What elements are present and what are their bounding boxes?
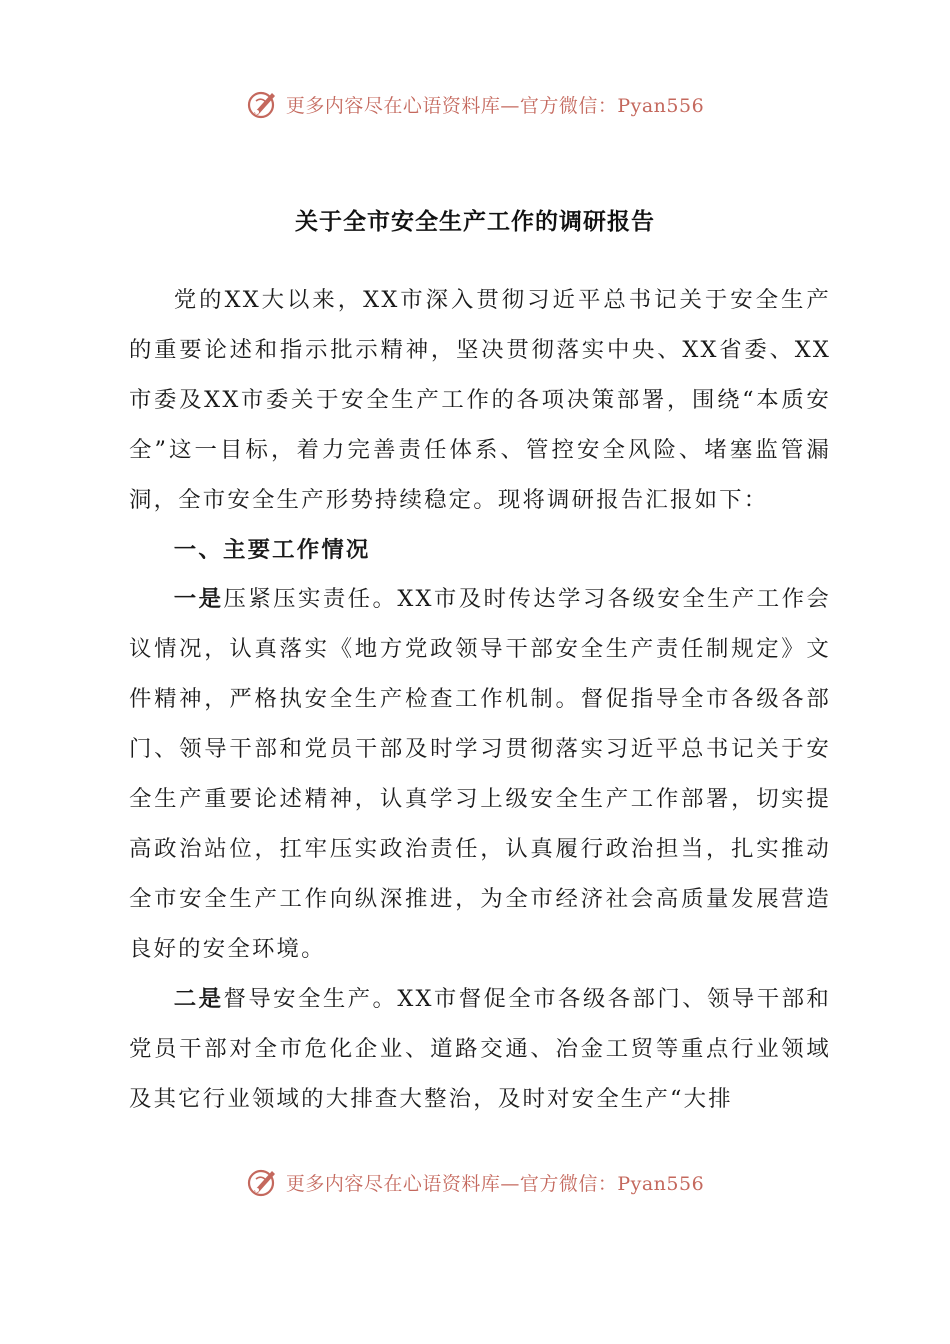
intro-paragraph: 党的XX大以来，XX市深入贯彻习近平总书记关于安全生产的重要论述和指示批示精神，坚决贯彻落实中央、XX省委、XX市委及XX市委关于安全生产工作的各项决策部署，围绕“本质安全”这一目标，着力完善责任体系、管控安全风险、堵塞监管漏洞，全市安全生产形势持续稳定。现将调研报告汇报如下： (129, 287, 831, 513)
watermark-text: 更多内容尽在心语资料库—官方微信：Pyan556 (285, 1172, 705, 1195)
quill-pen-logo-icon (246, 87, 280, 121)
item-lead-1: 一是 (173, 586, 224, 613)
watermark-header (0, 84, 950, 124)
watermark-text: 更多内容尽在心语资料库—官方微信：Pyan556 (285, 94, 705, 117)
document-title: 关于全市安全生产工作的调研报告 (295, 209, 655, 235)
item-text-1: 压紧压实责任。XX市及时传达学习各级安全生产工作会议情况，认真落实《地方党政领导干部安全生产责任制规定》文件精神，严格执安全生产检查工作机制。督促指导全市各级各部门、领导干部和党员干部及时学习贯彻落实习近平总书记关于安全生产重要论述精神，认真学习上级安全生产工作部署，切实提高政治站位，扛牢压实政治责任，认真履行政治担当，扎实推动全市安全生产工作向纵深推进，为全市经济社会高质量发展营造良好的安全环境。 (129, 586, 831, 962)
section-heading: 一、主要工作情况 (173, 536, 371, 563)
quill-pen-logo-icon (246, 1165, 280, 1199)
document-body (129, 276, 831, 1124)
item-text-2: 督导安全生产。XX市督促全市各级各部门、领导干部和党员干部对全市危化企业、道路交通、冶金工贸等重点行业领域及其它行业领域的大排查大整治，及时对安全生产“大排 (129, 985, 831, 1112)
item-paragraph-1 (129, 575, 831, 974)
item-paragraph-2 (129, 975, 831, 1125)
watermark-footer (0, 1162, 950, 1202)
item-lead-2: 二是 (173, 985, 224, 1012)
